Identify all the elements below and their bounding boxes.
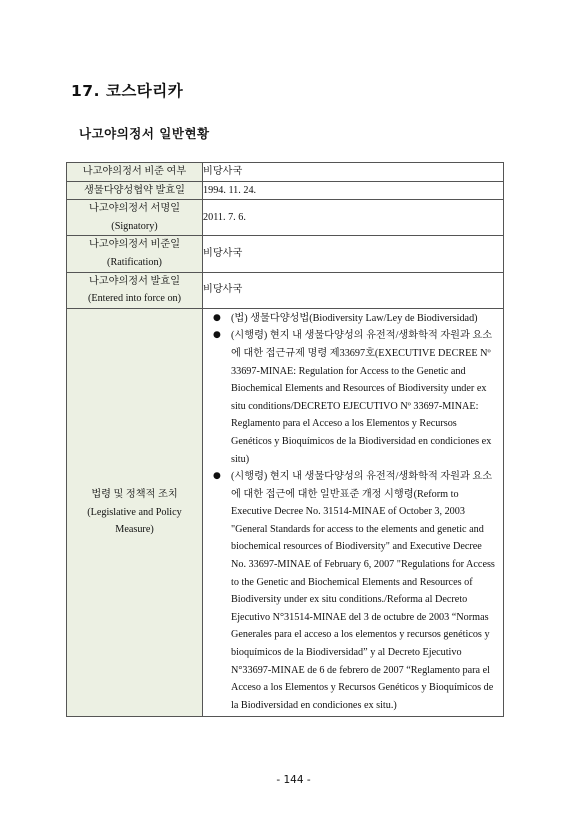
table-row — [67, 163, 504, 182]
list-item-text: (시행령) 현지 내 생물다양성의 유전적/생화학적 자원과 요소에 대한 접근에 대한 일반표준 개정 시행령(Reform to Executive Decree No. 31514-MINAE of October 3, 2003 "General Standards for access to the elements and genetic and biochemical resources of Biodiversity" and Executive Decree No. 33697-MINAE of February 6, 2007 "Regulations for Access to the Genetic and Biochemical Elements and Resources of Biodiversity under ex situ conditions./Reforma al Decreto Ejecutivo N°31514-MINAE del 3 de octubre de 2003 “Normas Generales para el acceso a los elementos y recursos genéticos y bioquímicos de la Biodiversidad” y al Decreto Ejecutivo N°33697-MINAE de 6 de febrero de 2007 “Reglamento para el Acceso a los Elementos y Recursos Genéticos y Bioquímicos de la Biodiversidad en condiciones ex situ.) — [231, 471, 495, 711]
measures-list — [213, 310, 499, 715]
row-value: 비당사국 — [203, 272, 504, 308]
label-korean: 나고야의정서 비준일 — [88, 239, 181, 251]
section-title: 나고야의정서 일반현황 — [79, 126, 210, 141]
table-row — [67, 200, 504, 236]
label-english: (Signatory) — [111, 220, 158, 232]
table-row — [67, 308, 504, 717]
label-english: (Ratification) — [107, 256, 162, 268]
label-korean: 법령 및 정책적 조치 — [91, 489, 178, 501]
chapter-title: 17. 코스타리카 — [71, 82, 184, 100]
info-table — [66, 162, 504, 717]
label-english: Measure) — [115, 524, 154, 536]
list-item — [213, 327, 499, 468]
list-item-text: (시행령) 현지 내 생물다양성의 유전적/생화학적 자원과 요소에 대한 접근규제 명령 제33697호(EXECUTIVE DECREE Nº 33697-MINAE: Regulation for Access to the Genetic and Biochemical Elements and Resources of Biodiversity under ex situ conditions/DECRETO EJECUTIVO Nº 33697-MINAE: Reglamento para el Acceso a los Elementos y Recursos Genéticos y Bioquímicos de la Biodiversidad en condiciones ex situ) — [231, 330, 493, 465]
table-row — [67, 272, 504, 308]
list-item-text: (법) 생물다양성법(Biodiversity Law/Ley de Biodiversidad) — [231, 312, 478, 324]
row-value: 2011. 7. 6. — [203, 200, 504, 236]
row-label — [67, 308, 203, 717]
row-label — [67, 200, 203, 236]
label-korean: 나고야의정서 서명일 — [88, 203, 181, 215]
list-item — [213, 310, 499, 328]
row-label: 나고야의정서 비준 여부 — [67, 163, 203, 182]
measures-list-cell — [203, 308, 504, 717]
page-number: - 144 - — [276, 774, 311, 786]
label-english: (Legislative and Policy — [87, 506, 182, 518]
row-label — [67, 236, 203, 272]
row-value: 비당사국 — [203, 236, 504, 272]
bullet-icon: ● — [213, 312, 221, 323]
bullet-icon: ● — [213, 330, 221, 341]
row-label: 생물다양성협약 발효일 — [67, 181, 203, 200]
row-value: 비당사국 — [203, 163, 504, 182]
label-english: (Entered into force on) — [87, 293, 182, 305]
table-row — [67, 236, 504, 272]
table-row — [67, 181, 504, 200]
list-item — [213, 468, 499, 714]
row-label — [67, 272, 203, 308]
bullet-icon: ● — [213, 471, 221, 482]
row-value: 1994. 11. 24. — [203, 181, 504, 200]
label-korean: 나고야의정서 발효일 — [88, 275, 181, 287]
